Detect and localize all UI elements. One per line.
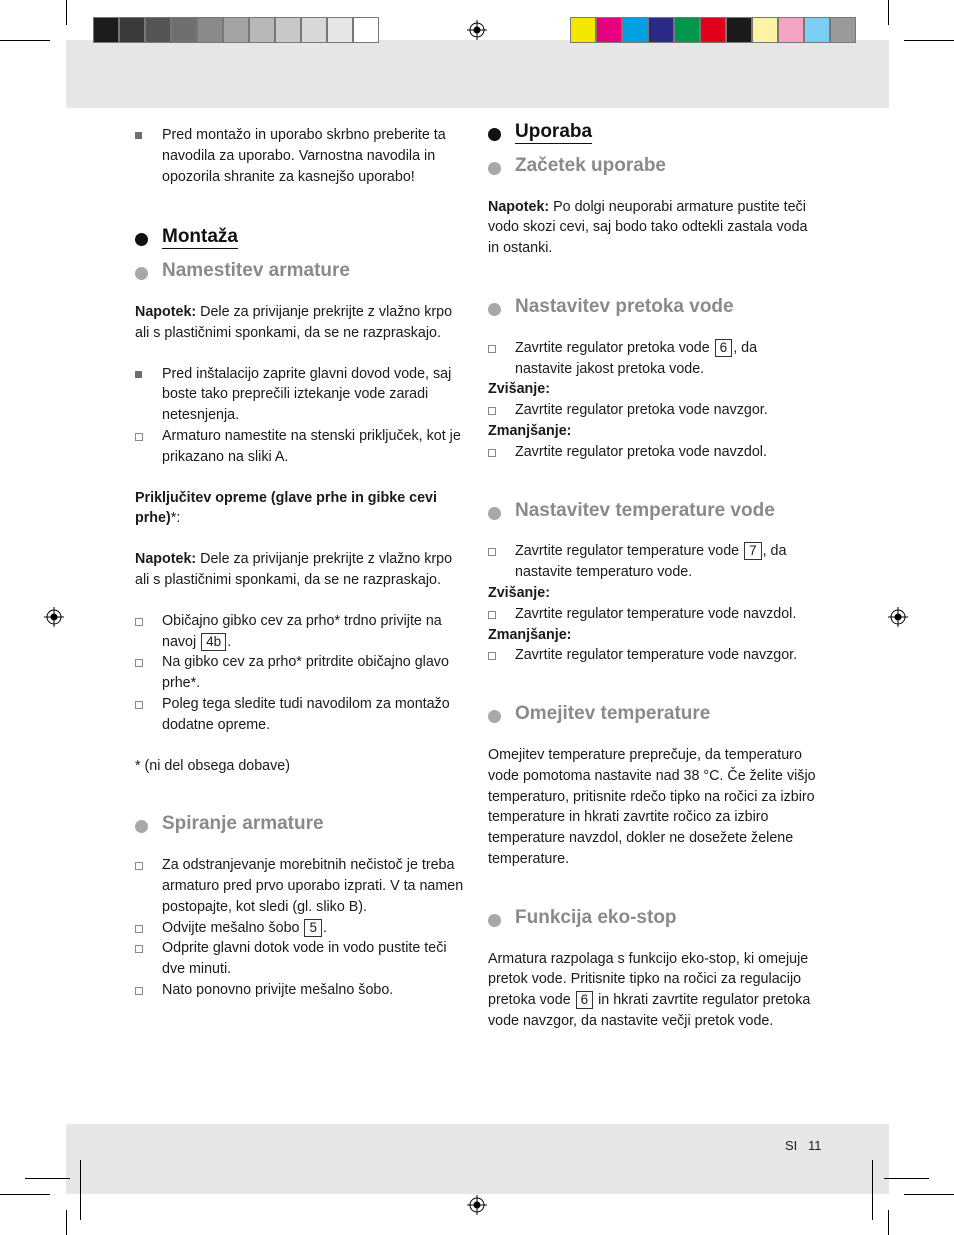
- checkbox-bullet-icon: [135, 701, 143, 709]
- checkbox-bullet-icon: [135, 862, 143, 870]
- crop-mark: [888, 1210, 889, 1235]
- subsection-title: Nastavitev temperature vode: [488, 501, 818, 522]
- color-swatch: [700, 17, 726, 43]
- label: Zmanjšanje:: [488, 422, 572, 439]
- bullet-dot-icon: [135, 820, 148, 833]
- crop-mark: [872, 1160, 873, 1220]
- bullet-dot-icon: [488, 162, 501, 175]
- list-item: Zavrtite regulator temperature vode 7 , da nastavite temperaturo vode.: [488, 541, 818, 583]
- color-swatch: [778, 17, 804, 43]
- checkbox-bullet-icon: [135, 945, 143, 953]
- list-item: Zavrtite regulator pretoka vode navzgor.: [488, 400, 818, 421]
- note-paragraph: Napotek: Po dolgi neuporabi armature pustite teči vodo skozi cevi, saj bodo tako odtekli zastala voda in ostanki.: [488, 198, 808, 257]
- list-item: Zavrtite regulator pretoka vode 6 , da nastavite jakost pretoka vode.: [488, 338, 818, 380]
- checkbox-bullet-icon: [135, 659, 143, 667]
- color-swatch: [726, 17, 752, 43]
- crop-mark: [80, 1160, 81, 1220]
- checkbox-bullet-icon: [135, 618, 143, 626]
- list-item: Odvijte mešalno šobo 5 .: [135, 918, 465, 939]
- bullet-dot-icon: [488, 128, 501, 141]
- bullet-dot-icon: [135, 267, 148, 280]
- checkbox-bullet-icon: [488, 407, 496, 415]
- list-item: Odprite glavni dotok vode in vodo pustite teči dve minuti.: [135, 938, 465, 980]
- list-item: Zavrtite regulator temperature vode navzgor.: [488, 645, 818, 666]
- checkbox-bullet-icon: [488, 652, 496, 660]
- list-item: Zavrtite regulator pretoka vode navzdol.: [488, 442, 818, 463]
- section-title-montaza: Montaža: [135, 227, 465, 248]
- crop-mark: [0, 40, 50, 41]
- section-title-uporaba: Uporaba: [488, 122, 818, 143]
- bullet-dot-icon: [488, 507, 501, 520]
- part-reference: 6: [715, 339, 733, 357]
- color-swatch: [145, 17, 171, 43]
- checkbox-bullet-icon: [135, 987, 143, 995]
- subsection-title: Nastavitev pretoka vode: [488, 297, 818, 318]
- color-swatch: [119, 17, 145, 43]
- crop-mark: [904, 40, 954, 41]
- checkbox-bullet-icon: [488, 611, 496, 619]
- list-item: Zavrtite regulator temperature vode navzdol.: [488, 604, 818, 625]
- color-swatch: [596, 17, 622, 43]
- checkbox-bullet-icon: [135, 925, 143, 933]
- list-item: Poleg tega sledite tudi navodilom za montažo dodatne opreme.: [135, 694, 465, 736]
- subsection-title: Omejitev temperature: [488, 704, 818, 725]
- list-item: Nato ponovno privijte mešalno šobo.: [135, 980, 465, 1001]
- crop-mark: [888, 0, 889, 25]
- registration-mark-icon: [888, 607, 908, 627]
- list-item: Pred montažo in uporabo skrbno preberite ta navodila za uporabo. Varnostna navodila in opozorila shranite za kasnejšo uporabo!: [135, 125, 465, 187]
- right-column: [488, 122, 818, 1032]
- bullet-dot-icon: [488, 914, 501, 927]
- footnote: * (ni del obsega dobave): [135, 757, 290, 774]
- color-swatch: [674, 17, 700, 43]
- subsection-title: Spiranje armature: [135, 814, 465, 835]
- color-swatch: [752, 17, 778, 43]
- list-item: Za odstranjevanje morebitnih nečistoč je treba armaturo pred prvo uporabo izprati. V ta namen postopajte, kot sledi (gl. sliko B).: [135, 855, 465, 917]
- note-paragraph: Napotek: Dele za privijanje prekrijte z vlažno krpo ali s plastičnimi sponkami, da se ne razpraskajo.: [135, 551, 453, 588]
- checkbox-bullet-icon: [135, 433, 143, 441]
- square-bullet-icon: [135, 132, 142, 139]
- crop-mark: [884, 1178, 929, 1179]
- crop-mark: [66, 1210, 67, 1235]
- color-swatch: [301, 17, 327, 43]
- footer-band: [66, 1124, 889, 1194]
- color-swatch: [223, 17, 249, 43]
- left-column: [135, 125, 465, 1001]
- label: Zvišanje:: [488, 584, 550, 601]
- grayscale-color-bar: [93, 17, 379, 43]
- header-band: [66, 40, 889, 108]
- label: Zvišanje:: [488, 381, 550, 398]
- color-swatch: [171, 17, 197, 43]
- part-reference: 4b: [201, 633, 226, 651]
- crop-mark: [0, 1194, 50, 1195]
- part-reference: 6: [576, 991, 594, 1009]
- paragraph: Omejitev temperature preprečuje, da temperaturo vode pomotoma nastavite nad 38 °C. Če želite višjo temperaturo, pritisnite rdečo tipko na ročici za izbiro temperature in hkrati zavrtite ročico za izbiro temperature navzdol, dokler ne dosežete želene temperature.: [488, 746, 816, 867]
- registration-mark-icon: [44, 607, 64, 627]
- process-color-bar: [570, 17, 856, 43]
- color-swatch: [648, 17, 674, 43]
- color-swatch: [622, 17, 648, 43]
- color-swatch: [804, 17, 830, 43]
- bullet-dot-icon: [135, 233, 148, 246]
- bullet-dot-icon: [488, 303, 501, 316]
- color-swatch: [570, 17, 596, 43]
- color-swatch: [353, 17, 379, 43]
- part-reference: 7: [744, 542, 762, 560]
- accessory-heading: Priključitev opreme (glave prhe in gibke cevi prhe)*:: [135, 489, 437, 527]
- part-reference: 5: [304, 919, 322, 937]
- subsection-title: Funkcija eko-stop: [488, 908, 818, 929]
- language-code: SI: [785, 1138, 798, 1153]
- bullet-dot-icon: [488, 710, 501, 723]
- list-item: Na gibko cev za prho* pritrdite običajno glavo prhe*.: [135, 652, 465, 694]
- subsection-title: Namestitev armature: [135, 261, 465, 282]
- registration-mark-icon: [467, 20, 487, 40]
- color-swatch: [327, 17, 353, 43]
- list-item: Pred inštalacijo zaprite glavni dovod vode, saj boste tako preprečili iztekanje vode zaradi netesnjenja.: [135, 364, 465, 426]
- crop-mark: [904, 1194, 954, 1195]
- subsection-title: Začetek uporabe: [488, 156, 818, 177]
- label: Zmanjšanje:: [488, 626, 572, 643]
- color-swatch: [830, 17, 856, 43]
- color-swatch: [249, 17, 275, 43]
- color-swatch: [275, 17, 301, 43]
- color-swatch: [197, 17, 223, 43]
- paragraph: Armatura razpolaga s funkcijo eko-stop, ki omejuje pretok vode. Pritisnite tipko na ročici za regulacijo pretoka vode 6 in hkrati zavrtite regulator pretoka vode navzgor, da nastavite večji pretok vode.: [488, 950, 811, 1029]
- list-item: Armaturo namestite na stenski priključek, kot je prikazano na sliki A.: [135, 426, 465, 468]
- checkbox-bullet-icon: [488, 449, 496, 457]
- crop-mark: [25, 1178, 70, 1179]
- checkbox-bullet-icon: [488, 345, 496, 353]
- square-bullet-icon: [135, 371, 142, 378]
- list-item: Običajno gibko cev za prho* trdno privijte na navoj 4b .: [135, 611, 465, 653]
- registration-mark-icon: [467, 1195, 487, 1215]
- color-swatch: [93, 17, 119, 43]
- checkbox-bullet-icon: [488, 548, 496, 556]
- note-paragraph: Napotek: Dele za privijanje prekrijte z vlažno krpo ali s plastičnimi sponkami, da se ne razpraskajo.: [135, 303, 453, 341]
- page-number: 11: [808, 1138, 822, 1153]
- crop-mark: [66, 0, 67, 25]
